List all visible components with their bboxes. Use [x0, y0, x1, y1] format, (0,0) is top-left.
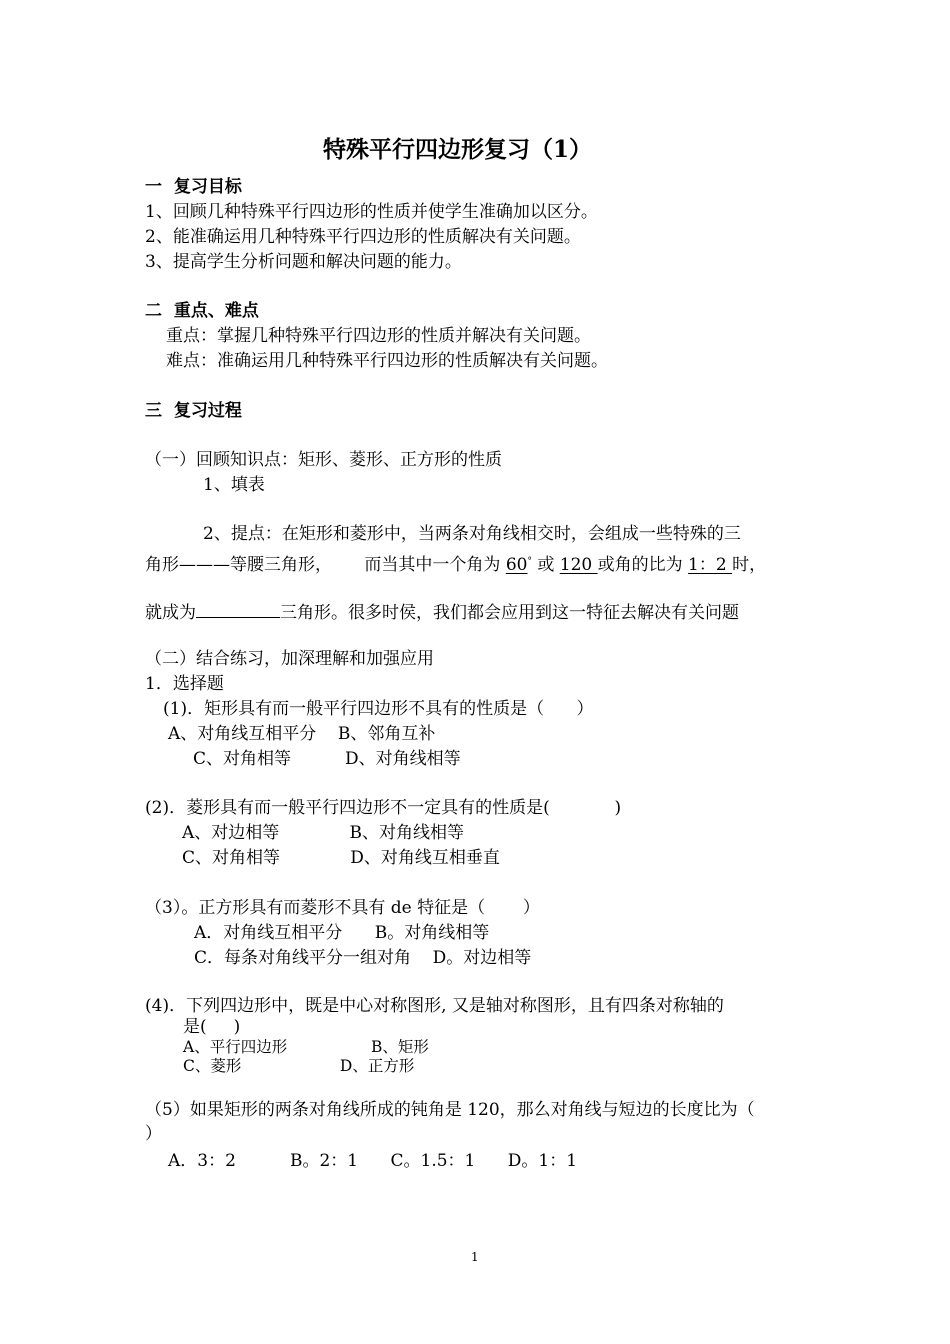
tip-line-2 [145, 557, 766, 574]
or-text: 或 [531, 555, 560, 575]
ratio-value: 1：2 [688, 555, 733, 575]
question-5-options-row1: A．3：2 B。2：1 C。1.5：1 D。1：1 [168, 1151, 578, 1171]
section2-heading: 二 重点、难点 [145, 301, 259, 321]
question-2-options-row1: A、对边相等 B、对角线相等 [182, 823, 465, 843]
section1-heading: 一 复习目标 [145, 177, 242, 197]
key-point-text: 重点：掌握几种特殊平行四边形的性质并解决有关问题。 [166, 326, 591, 346]
part1-heading: （一）回顾知识点：矩形、菱形、正方形的性质 [145, 450, 502, 470]
question-3-options-row1: A．对角线互相平分 B。对角线相等 [194, 923, 490, 943]
degree-symbol: ° [527, 556, 532, 567]
fill-table-item: 1、填表 [203, 475, 265, 495]
question-3-stem: （3）。正方形具有而菱形不具有 de 特征是（ ） [145, 898, 540, 918]
angle-120: 120 [559, 555, 598, 575]
question-type: 1．选择题 [145, 674, 224, 694]
objective-item-1: 1、回顾几种特殊平行四边形的性质并使学生准确加以区分。 [145, 202, 598, 222]
question-4-stem-line2: 是( ) [183, 1017, 241, 1037]
part2-heading: （二）结合练习，加深理解和加强应用 [145, 649, 434, 669]
tip-line-3 [145, 602, 739, 622]
question-4-options-row1: A、平行四边形 B、矩形 [183, 1038, 429, 1056]
section3-heading: 三 复习过程 [145, 401, 242, 421]
when-text: 时， [732, 555, 767, 575]
question-5-stem-line2: ） [145, 1124, 162, 1144]
question-5-stem-line1: （5）如果矩形的两条对角线所成的钝角是 120，那么对角线与短边的长度比为（ [145, 1100, 755, 1120]
objective-item-3: 3、提高学生分析问题和解决问题的能力。 [145, 252, 462, 272]
tip-line-2-text: 角形———等腰三角形， 而当其中一个角为 [145, 555, 506, 575]
page-title: 特殊平行四边形复习（1） [323, 136, 593, 163]
tip-line-3-suffix: 三角形。很多时侯，我们都会应用到这一特征去解决有关问题 [280, 603, 739, 623]
ratio-text: 或角的比为 [597, 555, 689, 575]
tip-line-1: 2、提点：在矩形和菱形中，当两条对角线相交时，会组成一些特殊的三 [203, 524, 741, 544]
objective-item-2: 2、能准确运用几种特殊平行四边形的性质解决有关问题。 [145, 227, 581, 247]
question-3-options-row2: C．每条对角线平分一组对角 D。对边相等 [194, 948, 532, 968]
question-1-options-row2: C、对角相等 D、对角线相等 [193, 749, 461, 769]
answer-blank [196, 602, 280, 618]
page-number: 1 [471, 1250, 479, 1264]
question-2-stem: (2)．菱形具有而一般平行四边形不一定具有的性质是( ) [145, 798, 622, 818]
difficulty-text: 难点：准确运用几种特殊平行四边形的性质解决有关问题。 [166, 351, 608, 371]
angle-60: 60 [505, 555, 528, 575]
question-1-stem: (1)．矩形具有而一般平行四边形不具有的性质是（ ） [163, 699, 594, 719]
tip-line-3-prefix: 就成为 [145, 603, 196, 623]
question-4-stem-line1: (4)．下列四边形中，既是中心对称图形, 又是轴对称图形，且有四条对称轴的 [145, 996, 724, 1016]
question-4-options-row2: C、菱形 D、正方形 [183, 1057, 415, 1075]
question-1-options-row1: A、对角线互相平分 B、邻角互补 [168, 724, 436, 744]
question-2-options-row2: C、对角相等 D、对角线互相垂直 [182, 848, 500, 868]
